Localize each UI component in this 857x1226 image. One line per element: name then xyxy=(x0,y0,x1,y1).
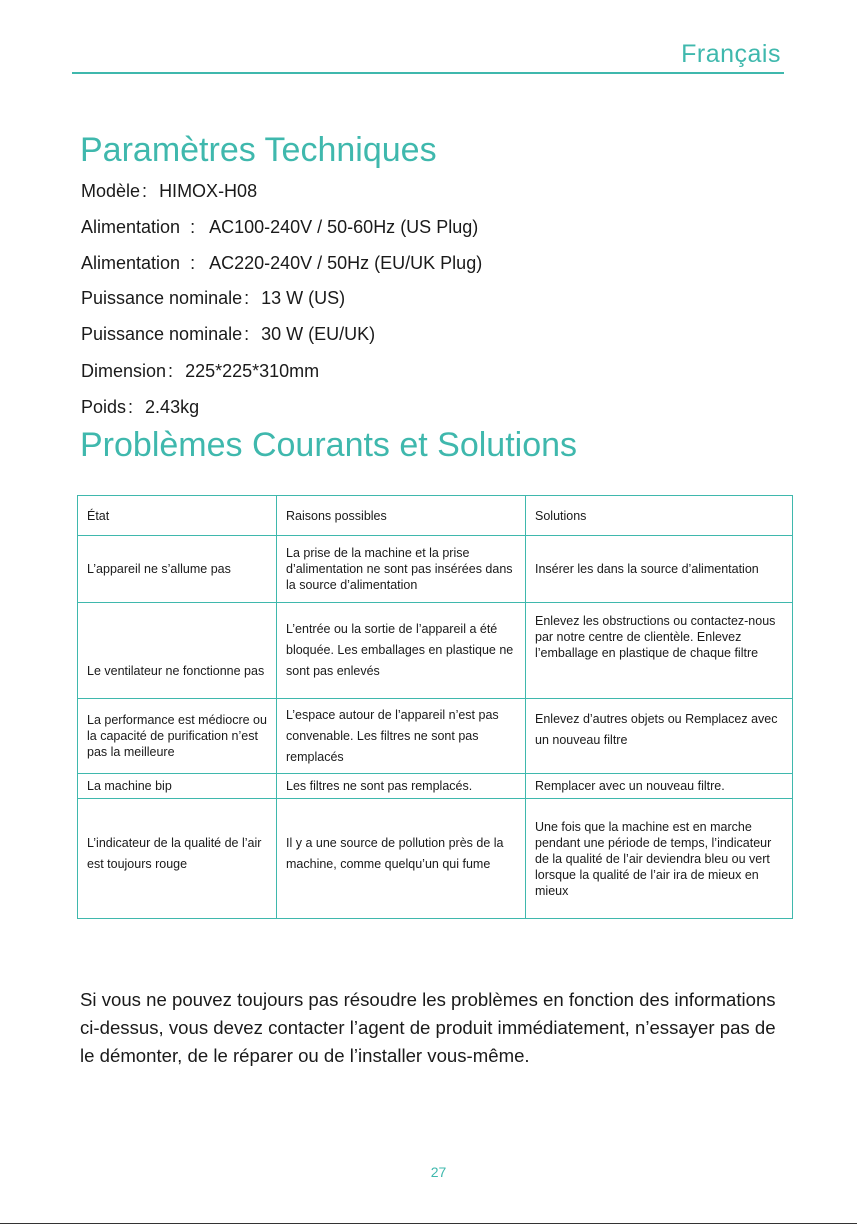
cell-reason: Les filtres ne sont pas remplacés. xyxy=(277,774,526,799)
cell-reason: Il y a une source de pollution près de la machine, comme quelqu’un qui fume xyxy=(277,799,526,919)
spec-value: 30 W (EU/UK) xyxy=(261,324,376,344)
cell-state: La machine bip xyxy=(78,774,277,799)
cell-state: L’indicateur de la qualité de l’air est toujours rouge xyxy=(78,799,277,919)
page-number: 27 xyxy=(430,1164,447,1180)
spec-label: Modèle xyxy=(81,181,141,201)
cell-reason: L’espace autour de l’appareil n’est pas convenable. Les filtres ne sont pas remplacés xyxy=(277,699,526,774)
spec-weight: Poids : 2.43kg xyxy=(81,397,200,417)
spec-rated-power-eu: Puissance nominale : 30 W (EU/UK) xyxy=(81,324,376,344)
spec-value: AC220-240V / 50Hz (EU/UK Plug) xyxy=(209,253,483,273)
header-solution: Solutions xyxy=(526,496,793,536)
cell-solution: Une fois que la machine est en marche pendant une période de temps, l’indicateur de la qualité de l’air deviendra bleu ou vert lorsque la qualité de l’air ira de mieux en mieux xyxy=(526,799,793,919)
spec-label: Puissance nominale xyxy=(81,324,243,344)
spec-power-us: Alimentation : AC100-240V / 50-60Hz (US Plug) xyxy=(81,217,479,237)
cell-state: L’appareil ne s’allume pas xyxy=(78,536,277,603)
spec-model: Modèle : HIMOX-H08 xyxy=(81,181,258,201)
header-divider xyxy=(72,72,784,74)
cell-reason: L’entrée ou la sortie de l’appareil a été bloquée. Les emballages en plastique ne sont pas enlevés xyxy=(277,603,526,699)
header-reason: Raisons possibles xyxy=(277,496,526,536)
specs-title: Paramètres Techniques xyxy=(80,131,437,169)
spec-rated-power-us: Puissance nominale : 13 W (US) xyxy=(81,288,346,308)
cell-reason: La prise de la machine et la prise d’alimentation ne sont pas insérées dans la source d’alimentation xyxy=(277,536,526,603)
spec-value: AC100-240V / 50-60Hz (US Plug) xyxy=(209,217,479,237)
spec-dimension: Dimension : 225*225*310mm xyxy=(81,361,320,381)
spec-value: HIMOX-H08 xyxy=(159,181,258,201)
cell-solution: Enlevez d’autres objets ou Remplacez avec un nouveau filtre xyxy=(526,699,793,774)
spec-label: Puissance nominale xyxy=(81,288,243,308)
spec-label: Poids xyxy=(81,397,127,417)
spec-label: Alimentation xyxy=(81,217,181,237)
spec-value: 13 W (US) xyxy=(261,288,346,308)
language-label: Français xyxy=(681,40,781,68)
spec-power-eu: Alimentation : AC220-240V / 50Hz (EU/UK Plug) xyxy=(81,253,483,273)
table-row xyxy=(78,603,793,699)
cell-solution: Insérer les dans la source d’alimentation xyxy=(526,536,793,603)
troubleshooting-table xyxy=(77,495,793,919)
spec-label: Dimension xyxy=(81,361,167,381)
cell-state: La performance est médiocre ou la capacité de purification n’est pas la meilleure xyxy=(78,699,277,774)
page-bottom-edge xyxy=(0,1223,857,1224)
table-row xyxy=(78,799,793,919)
header-state: État xyxy=(78,496,277,536)
spec-value: 2.43kg xyxy=(145,397,200,417)
cell-solution: Enlevez les obstructions ou contactez-nous par notre centre de clientèle. Enlevez l’emballage en plastique de chaque filtre xyxy=(526,603,793,699)
table-row xyxy=(78,536,793,603)
cell-state: Le ventilateur ne fonctionne pas xyxy=(78,603,277,699)
table-row xyxy=(78,699,793,774)
spec-value: 225*225*310mm xyxy=(185,361,320,381)
cell-solution: Remplacer avec un nouveau filtre. xyxy=(526,774,793,799)
table-row xyxy=(78,774,793,799)
problems-title: Problèmes Courants et Solutions xyxy=(80,426,578,464)
table-header-row xyxy=(78,496,793,536)
contact-note: Si vous ne pouvez toujours pas résoudre les problèmes en fonction des informations ci-dessus, vous devez contacter l’agent de produit immédiatement, n’essayer pas de le démonter, de le réparer ou de l’installer vous-même. xyxy=(80,989,776,1066)
spec-label: Alimentation xyxy=(81,253,181,273)
